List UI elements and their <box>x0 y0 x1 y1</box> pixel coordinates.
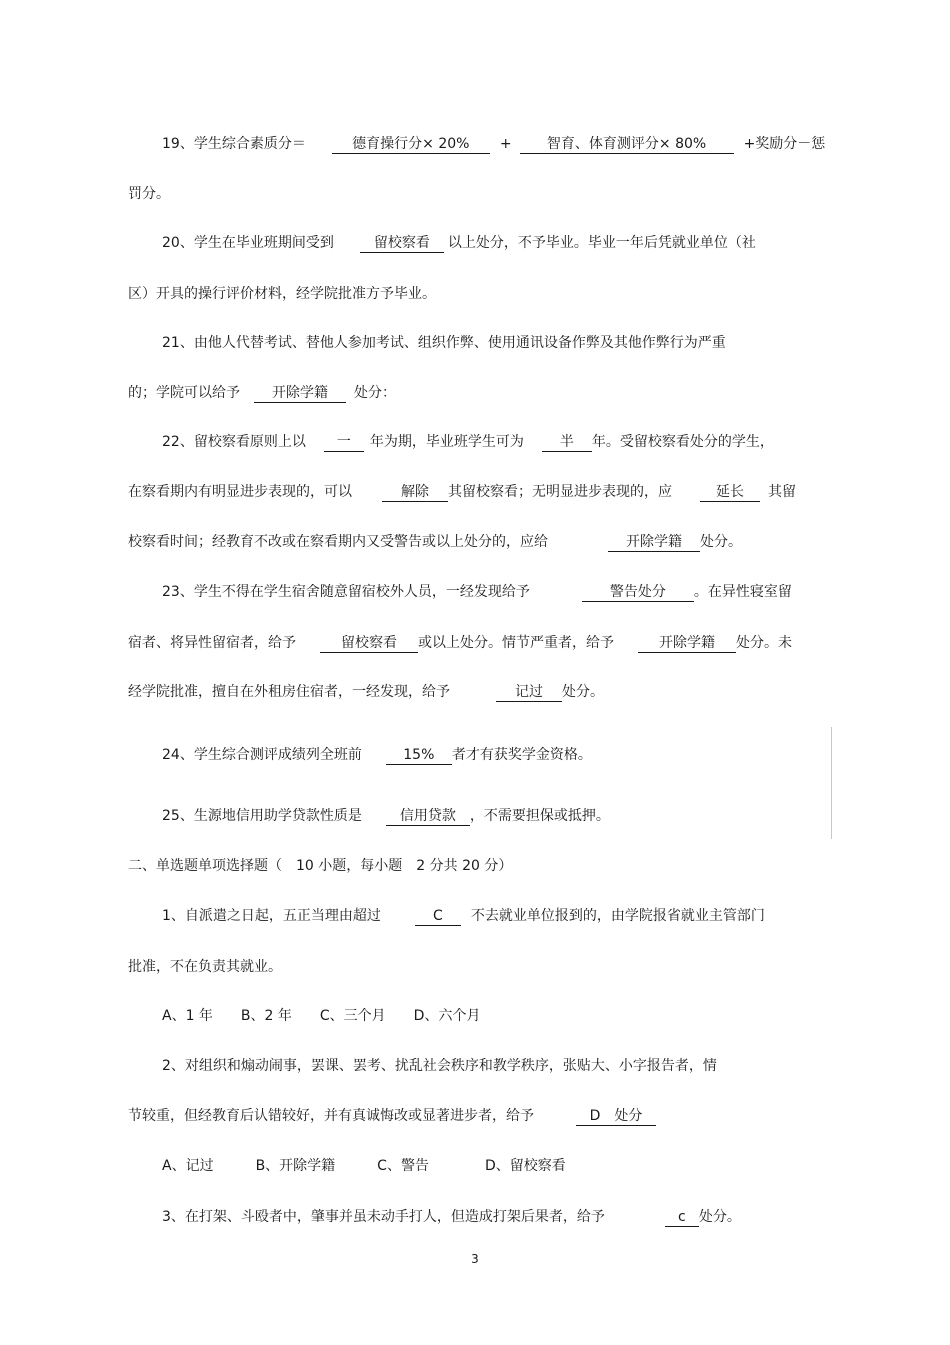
q22-answer-1: 一 <box>324 434 364 452</box>
q23-answer-2: 留校察看 <box>320 635 418 653</box>
s2-answer: D 处分 <box>576 1108 656 1126</box>
q21-answer: 开除学籍 <box>254 385 346 403</box>
q19-answer-2: 智育、体育测评分× 80% <box>520 136 734 154</box>
section-2-title: 二、单选题单项选择题（ 10 小题，每小题 2 分共 20 分） <box>128 858 513 874</box>
q23-tail: 。在异性寝室留 <box>693 584 792 600</box>
q24-tail: 者才有获奖学金资格。 <box>451 747 592 763</box>
q19-stem: 19、学生综合素质分＝ <box>162 136 306 152</box>
q24-stem: 24、学生综合测评成绩列全班前 <box>162 747 362 763</box>
q20-answer: 留校察看 <box>360 235 444 253</box>
q22-stem-2: 在察看期内有明显进步表现的，可以 <box>128 484 352 500</box>
q21-line2 <box>128 383 950 403</box>
q20-line2: 区）开具的操行评价材料，经学院批准方予毕业。 <box>128 286 436 302</box>
q22-tail: 年。受留校察看处分的学生， <box>591 434 774 450</box>
q22-mid-2: 其留校察看；无明显进步表现的，应 <box>448 484 672 500</box>
margin-rule <box>831 727 832 839</box>
q19-line2: 罚分。 <box>128 186 170 202</box>
q25-stem: 25、生源地信用助学贷款性质是 <box>162 808 362 824</box>
s3-tail: 处分。 <box>698 1209 741 1225</box>
q23-stem-3: 经学院批准，擅自在外租房住宿者，一经发现，给予 <box>128 684 450 700</box>
q19-plus: + <box>499 136 512 152</box>
q19-answer-1: 德育操行分× 20% <box>332 136 490 154</box>
q23-answer-4: 记过 <box>496 684 562 702</box>
q23-tail-3: 处分。 <box>562 684 604 700</box>
s1-stem: 1、自派遣之日起，五正当理由超过 <box>162 908 381 924</box>
q22-answer-4: 延长 <box>700 484 760 502</box>
q23-tail-2: 处分。未 <box>736 635 792 651</box>
q23-mid: 或以上处分。情节严重者，给予 <box>418 635 614 651</box>
q20-line1 <box>162 233 950 253</box>
q22-line3 <box>128 532 950 552</box>
q19-line1 <box>162 134 950 154</box>
s2-stem: 节较重，但经教育后认错较好，并有真诚悔改或显著进步者，给予 <box>128 1108 534 1124</box>
q23-answer-3: 开除学籍 <box>638 635 736 653</box>
s2-line1: 2、对组织和煽动闹事，罢课、罢考、扰乱社会秩序和教学秩序，张贴大、小字报告者，情 <box>162 1058 717 1074</box>
page-number: 3 <box>471 1252 479 1266</box>
s3-answer: c <box>665 1209 699 1227</box>
q25-answer: 信用贷款 <box>386 808 470 826</box>
s3-line <box>162 1207 950 1227</box>
q22-mid: 年为期，毕业班学生可为 <box>369 434 524 450</box>
s1-tail: 不去就业单位报到的，由学院报省就业主管部门 <box>470 908 765 924</box>
s1-answer: C <box>415 908 461 926</box>
s2-options: A、记过 B、开除学籍 C、警告 D、留校察看 <box>162 1158 566 1174</box>
s1-line1 <box>162 906 950 926</box>
q25-tail: ，不需要担保或抵押。 <box>469 808 610 824</box>
q20-stem: 20、学生在毕业班期间受到 <box>162 235 334 251</box>
q22-answer-3: 解除 <box>382 484 448 502</box>
q22-tail-2: 其留 <box>768 484 796 500</box>
q21-line1: 21、由他人代替考试、替他人参加考试、组织作弊、使用通讯设备作弊及其他作弊行为严重 <box>162 335 726 351</box>
q21-stem: 的；学院可以给予 <box>128 385 240 401</box>
s3-stem: 3、在打架、斗殴者中，肇事并虽未动手打人，但造成打架后果者，给予 <box>162 1209 605 1225</box>
q19-tail: +奖励分－惩 <box>743 136 826 152</box>
q22-line2 <box>128 482 950 502</box>
s2-line2 <box>128 1106 950 1126</box>
q23-line2 <box>128 633 950 653</box>
q22-stem-3: 校察看时间；经教育不改或在察看期内又受警告或以上处分的，应给 <box>128 534 548 550</box>
q22-line1 <box>162 432 950 452</box>
q23-stem: 23、学生不得在学生宿舍随意留宿校外人员，一经发现给予 <box>162 584 530 600</box>
q21-tail: 处分： <box>354 385 396 401</box>
q23-line1 <box>162 582 950 602</box>
q23-line3 <box>128 682 950 702</box>
q24-answer: 15% <box>386 747 452 765</box>
q23-stem-2: 宿者、将异性留宿者，给予 <box>128 635 296 651</box>
s1-options: A、1 年 B、2 年 C、三个月 D、六个月 <box>162 1008 481 1024</box>
q22-stem: 22、留校察看原则上以 <box>162 434 306 450</box>
q22-tail-3: 处分。 <box>700 534 742 550</box>
q22-answer-2: 半 <box>542 434 592 452</box>
s1-line2: 批准，不在负责其就业。 <box>128 959 282 975</box>
q23-answer-1: 警告处分 <box>582 584 694 602</box>
q22-answer-5: 开除学籍 <box>608 534 700 552</box>
q20-tail: 以上处分，不予毕业。毕业一年后凭就业单位（社 <box>447 235 756 251</box>
